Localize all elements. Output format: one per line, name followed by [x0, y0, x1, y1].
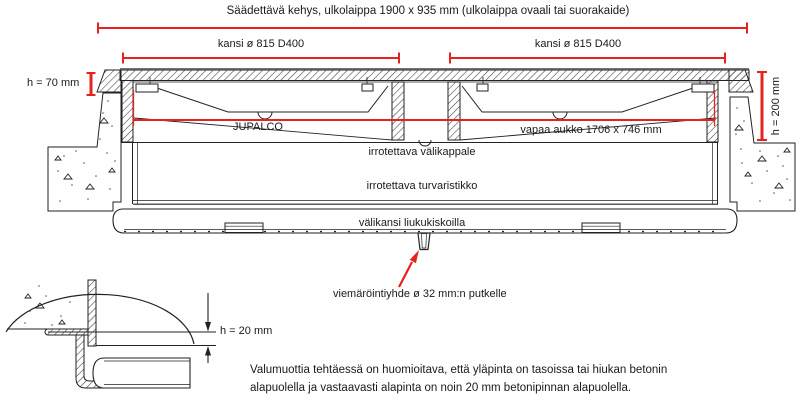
cover-left-profile: [148, 85, 388, 112]
free-opening-label: vapaa aukko 1706 x 746 mm: [520, 124, 662, 136]
cover-dim-right-label: kansi ø 815 D400: [534, 38, 622, 50]
cover-dim-left-label: kansi ø 815 D400: [217, 38, 305, 50]
dim-cover-right: [450, 53, 725, 64]
intermediate-cover-label: välikansi liukukiskoilla: [358, 217, 466, 229]
cover-right-lift-recess: [553, 112, 567, 119]
dim-height-70: [87, 73, 96, 95]
frame-end-flange-left: [97, 70, 121, 92]
detail-frame-lip: [45, 329, 88, 335]
cover-left-lift-recess: [258, 112, 272, 119]
casting-note-line1: Valumuottia tehtäessä on huomioitava, että yläpinta on tasoissa tai hiukan betonin: [250, 364, 668, 376]
frame-wall-left: [122, 81, 133, 143]
leader-arrow: [399, 250, 419, 287]
drain-connection-label: viemäröintiyhde ø 32 mm:n putkelle: [333, 288, 507, 300]
height-right-label: h = 200 mm: [770, 76, 782, 136]
safety-grid-label: irrotettava turvaristikko: [366, 180, 478, 192]
dim-frame-width: [98, 23, 747, 34]
detail-frame-wall: [88, 280, 96, 346]
drain-spout: [418, 233, 430, 250]
center-beam-left: [392, 82, 404, 140]
detail-aggregate-dots: [24, 285, 71, 326]
detail-tray-edge: [93, 358, 190, 388]
cover-right-profile: [462, 85, 702, 112]
dim-cover-left: [123, 53, 399, 64]
detail-dimension-arrows: [205, 293, 211, 363]
detail-bubble-arc: [6, 294, 194, 344]
height-left-label: h = 70 mm: [27, 77, 80, 89]
detail-height-label: h = 20 mm: [220, 325, 273, 337]
spacer-label: irrotettava välikappale: [368, 146, 476, 158]
tray-handle-right: [582, 223, 620, 233]
drawing-title: Säädettävä kehys, ulkolaippa 1900 x 935 mm (ulkolaippa ovaali tai suorakaide): [226, 5, 630, 17]
concrete-wall-left: [48, 93, 121, 211]
casting-note-line2: alapuolella ja vastaavasti alapinta on noin 20 mm betonipinnan alapuolella.: [250, 382, 632, 394]
center-beam-right: [448, 82, 460, 140]
corner-detail-drawing: [6, 280, 216, 388]
tray-handle-left: [225, 223, 263, 233]
dim-free-opening: [134, 90, 715, 126]
brand-label: JUPALCO: [233, 121, 283, 133]
dim-height-200: [757, 72, 767, 140]
